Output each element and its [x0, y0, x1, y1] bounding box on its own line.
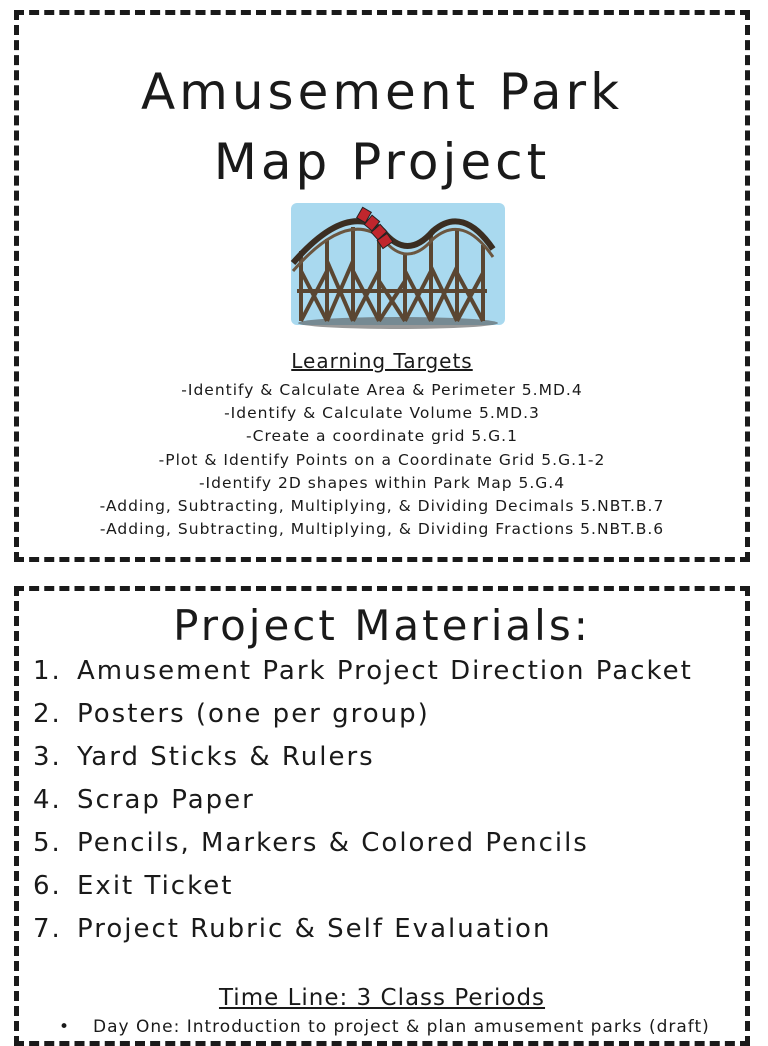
page-title-line-1: Amusement Park [140, 63, 624, 121]
list-item: -Adding, Subtracting, Multiplying, & Dividing Fractions 5.NBT.B.6 [99, 520, 665, 539]
item-text: Pencils, Markers & Colored Pencils [77, 827, 589, 858]
learning-targets-panel [14, 10, 750, 562]
learning-targets-list [19, 379, 745, 541]
list-item [33, 821, 693, 864]
item-number: 6. [33, 870, 62, 901]
list-item: -Identify 2D shapes within Park Map 5.G.4 [198, 473, 566, 492]
list-item [33, 778, 693, 821]
item-number: 7. [33, 913, 62, 944]
item-text: Project Rubric & Self Evaluation [77, 913, 552, 944]
list-item [33, 735, 693, 778]
timeline-item [59, 1017, 710, 1037]
item-text: Scrap Paper [77, 784, 255, 815]
bullet-icon: • [59, 1017, 71, 1037]
materials-panel [14, 586, 750, 1046]
item-number: 5. [33, 827, 62, 858]
item-text: Posters (one per group) [77, 698, 430, 729]
list-item: -Identify & Calculate Area & Perimeter 5.MD.4 [181, 381, 583, 399]
list-item: -Create a coordinate grid 5.G.1 [246, 427, 518, 446]
list-item [33, 692, 693, 735]
roller-coaster-icon [287, 191, 509, 331]
timeline-item-text: Day One: Introduction to project & plan amusement parks (draft) [93, 1017, 710, 1037]
item-text: Amusement Park Project Direction Packet [77, 655, 693, 686]
materials-list [33, 649, 693, 950]
item-number: 1. [33, 655, 62, 686]
list-item [33, 907, 693, 950]
list-item [33, 649, 693, 692]
list-item [33, 864, 693, 907]
item-number: 2. [33, 698, 62, 729]
list-item: -Identify & Calculate Volume 5.MD.3 [224, 404, 540, 423]
list-item: -Adding, Subtracting, Multiplying, & Dividing Decimals 5.NBT.B.7 [99, 497, 665, 516]
page-title-line-2: Map Project [213, 133, 551, 191]
item-text: Yard Sticks & Rulers [77, 741, 375, 772]
item-number: 4. [33, 784, 62, 815]
item-text: Exit Ticket [77, 870, 234, 901]
item-number: 3. [33, 741, 62, 772]
timeline-heading: Time Line: 3 Class Periods [218, 985, 546, 1011]
learning-targets-heading: Learning Targets [291, 349, 473, 373]
materials-heading: Project Materials: [173, 601, 591, 650]
list-item: -Plot & Identify Points on a Coordinate Grid 5.G.1-2 [158, 450, 606, 469]
